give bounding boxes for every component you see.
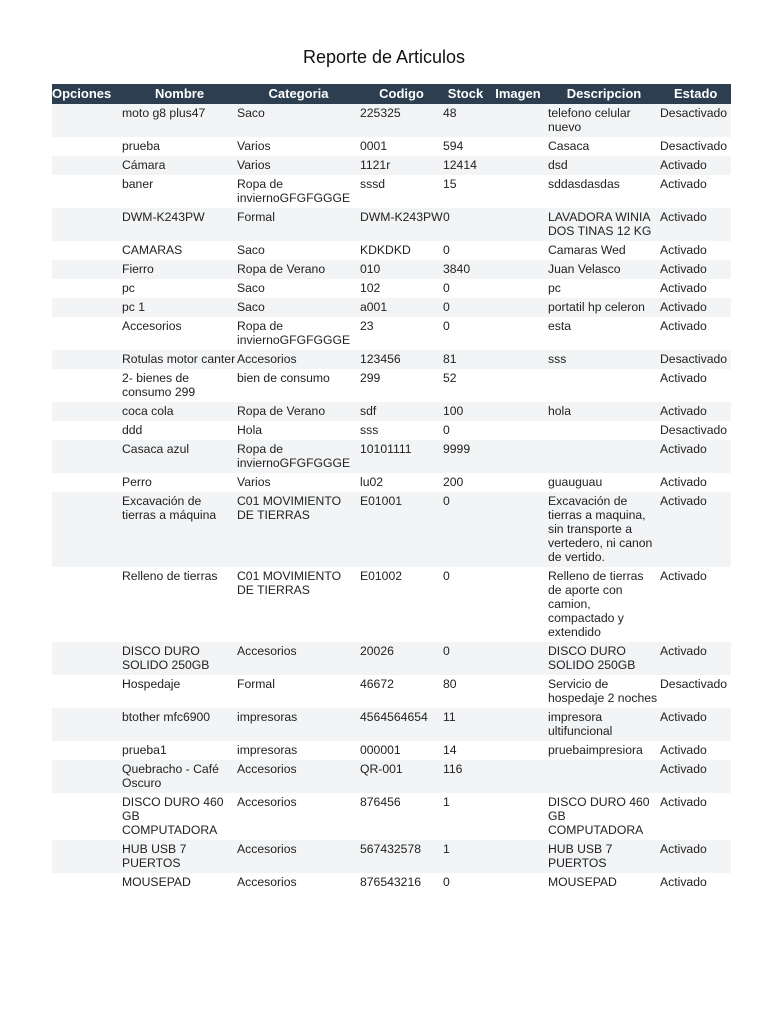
cell-codigo: 876456 <box>360 793 443 840</box>
cell-estado: Activado <box>660 317 731 350</box>
cell-descripcion <box>548 760 660 793</box>
cell-imagen <box>488 279 548 298</box>
cell-estado: Desactivado <box>660 350 731 369</box>
cell-opciones <box>52 156 122 175</box>
cell-codigo: KDKDKD <box>360 241 443 260</box>
cell-opciones <box>52 840 122 873</box>
cell-descripcion: sddasdasdas <box>548 175 660 208</box>
cell-descripcion: Camaras Wed <box>548 241 660 260</box>
cell-estado: Activado <box>660 279 731 298</box>
cell-opciones <box>52 208 122 241</box>
table-row <box>52 260 731 279</box>
cell-codigo: E01001 <box>360 492 443 567</box>
cell-stock: 0 <box>443 317 488 350</box>
cell-categoria: impresoras <box>237 708 360 741</box>
cell-categoria: Accesorios <box>237 350 360 369</box>
cell-codigo: 1121r <box>360 156 443 175</box>
table-row <box>52 840 731 873</box>
cell-categoria: Hola <box>237 421 360 440</box>
cell-stock: 11 <box>443 708 488 741</box>
cell-nombre: btother mfc6900 <box>122 708 237 741</box>
cell-codigo: 102 <box>360 279 443 298</box>
cell-descripcion: Casaca <box>548 137 660 156</box>
cell-opciones <box>52 241 122 260</box>
cell-estado: Activado <box>660 208 731 241</box>
cell-categoria: Formal <box>237 208 360 241</box>
cell-estado: Activado <box>660 492 731 567</box>
cell-categoria: Saco <box>237 104 360 137</box>
cell-imagen <box>488 298 548 317</box>
cell-nombre: Relleno de tierras <box>122 567 237 642</box>
cell-descripcion: LAVADORA WINIA DOS TINAS 12 KG <box>548 208 660 241</box>
cell-codigo: 10101111 <box>360 440 443 473</box>
cell-categoria: C01 MOVIMIENTO DE TIERRAS <box>237 492 360 567</box>
cell-opciones <box>52 642 122 675</box>
cell-categoria: Accesorios <box>237 642 360 675</box>
cell-imagen <box>488 175 548 208</box>
cell-codigo: 876543216 <box>360 873 443 892</box>
cell-opciones <box>52 567 122 642</box>
cell-nombre: pc 1 <box>122 298 237 317</box>
cell-estado: Activado <box>660 473 731 492</box>
cell-categoria: bien de consumo <box>237 369 360 402</box>
cell-imagen <box>488 492 548 567</box>
cell-stock: 48 <box>443 104 488 137</box>
cell-imagen <box>488 369 548 402</box>
cell-codigo: 225325 <box>360 104 443 137</box>
cell-categoria: Saco <box>237 279 360 298</box>
cell-opciones <box>52 675 122 708</box>
cell-estado: Activado <box>660 241 731 260</box>
cell-stock: 1 <box>443 793 488 840</box>
cell-codigo: 23 <box>360 317 443 350</box>
cell-descripcion: DISCO DURO SOLIDO 250GB <box>548 642 660 675</box>
cell-nombre: Rotulas motor canter <box>122 350 237 369</box>
cell-codigo: 000001 <box>360 741 443 760</box>
cell-stock: 15 <box>443 175 488 208</box>
cell-stock: 12414 <box>443 156 488 175</box>
cell-imagen <box>488 741 548 760</box>
table-row <box>52 675 731 708</box>
cell-opciones <box>52 793 122 840</box>
table-header <box>52 84 731 104</box>
cell-nombre: prueba <box>122 137 237 156</box>
column-header-opciones: Opciones <box>52 84 122 104</box>
table-row <box>52 298 731 317</box>
cell-stock: 100 <box>443 402 488 421</box>
cell-codigo: DWM-K243PW <box>360 208 443 241</box>
cell-estado: Activado <box>660 873 731 892</box>
cell-estado: Activado <box>660 175 731 208</box>
cell-stock: 80 <box>443 675 488 708</box>
cell-stock: 0 <box>443 298 488 317</box>
cell-imagen <box>488 104 548 137</box>
cell-opciones <box>52 760 122 793</box>
cell-imagen <box>488 440 548 473</box>
cell-imagen <box>488 793 548 840</box>
cell-nombre: Casaca azul <box>122 440 237 473</box>
cell-stock: 14 <box>443 741 488 760</box>
cell-nombre: Perro <box>122 473 237 492</box>
cell-opciones <box>52 279 122 298</box>
cell-nombre: HUB USB 7 PUERTOS <box>122 840 237 873</box>
cell-categoria: Ropa de inviernoGFGFGGGE <box>237 317 360 350</box>
cell-nombre: CAMARAS <box>122 241 237 260</box>
cell-descripcion: Juan Velasco <box>548 260 660 279</box>
table-row <box>52 137 731 156</box>
cell-categoria: Varios <box>237 156 360 175</box>
cell-stock: 0 <box>443 642 488 675</box>
cell-opciones <box>52 402 122 421</box>
cell-stock: 0 <box>443 492 488 567</box>
cell-imagen <box>488 567 548 642</box>
cell-descripcion: Excavación de tierras a maquina, sin transporte a vertedero, ni canon de vertido. <box>548 492 660 567</box>
cell-imagen <box>488 260 548 279</box>
cell-nombre: Quebracho - Café Oscuro <box>122 760 237 793</box>
cell-opciones <box>52 350 122 369</box>
cell-codigo: 46672 <box>360 675 443 708</box>
cell-nombre: pc <box>122 279 237 298</box>
cell-stock: 52 <box>443 369 488 402</box>
cell-estado: Desactivado <box>660 104 731 137</box>
cell-estado: Activado <box>660 793 731 840</box>
cell-imagen <box>488 317 548 350</box>
cell-imagen <box>488 708 548 741</box>
cell-descripcion: impresora ultifuncional <box>548 708 660 741</box>
cell-codigo: 20026 <box>360 642 443 675</box>
cell-stock: 0 <box>443 279 488 298</box>
cell-estado: Activado <box>660 760 731 793</box>
table-row <box>52 175 731 208</box>
cell-nombre: prueba1 <box>122 741 237 760</box>
cell-opciones <box>52 260 122 279</box>
cell-codigo: sdf <box>360 402 443 421</box>
cell-stock: 0 <box>443 241 488 260</box>
cell-imagen <box>488 350 548 369</box>
cell-opciones <box>52 492 122 567</box>
cell-estado: Desactivado <box>660 137 731 156</box>
cell-codigo: 010 <box>360 260 443 279</box>
cell-codigo: 123456 <box>360 350 443 369</box>
cell-stock: 0 <box>443 421 488 440</box>
cell-codigo: 4564564654 <box>360 708 443 741</box>
column-header-codigo: Codigo <box>360 84 443 104</box>
table-row <box>52 241 731 260</box>
cell-descripcion <box>548 421 660 440</box>
cell-descripcion: telefono celular nuevo <box>548 104 660 137</box>
table-row <box>52 873 731 892</box>
cell-opciones <box>52 175 122 208</box>
cell-nombre: coca cola <box>122 402 237 421</box>
cell-descripcion: DISCO DURO 460 GB COMPUTADORA <box>548 793 660 840</box>
cell-opciones <box>52 421 122 440</box>
cell-codigo: lu02 <box>360 473 443 492</box>
column-header-estado: Estado <box>660 84 731 104</box>
cell-estado: Activado <box>660 741 731 760</box>
cell-opciones <box>52 298 122 317</box>
cell-estado: Activado <box>660 298 731 317</box>
cell-codigo: 567432578 <box>360 840 443 873</box>
cell-imagen <box>488 473 548 492</box>
column-header-stock: Stock <box>443 84 488 104</box>
cell-categoria: C01 MOVIMIENTO DE TIERRAS <box>237 567 360 642</box>
cell-estado: Activado <box>660 708 731 741</box>
table-row <box>52 567 731 642</box>
cell-estado: Desactivado <box>660 421 731 440</box>
cell-estado: Activado <box>660 567 731 642</box>
cell-stock: 3840 <box>443 260 488 279</box>
cell-stock: 1 <box>443 840 488 873</box>
cell-codigo: sss <box>360 421 443 440</box>
cell-categoria: Accesorios <box>237 873 360 892</box>
cell-nombre: Accesorios <box>122 317 237 350</box>
cell-stock: 9999 <box>443 440 488 473</box>
report-title: Reporte de Articulos <box>302 47 466 67</box>
cell-stock: 0 <box>443 208 488 241</box>
cell-nombre: Cámara <box>122 156 237 175</box>
cell-descripcion <box>548 440 660 473</box>
cell-descripcion: Relleno de tierras de aporte con camion, compactado y extendido <box>548 567 660 642</box>
cell-estado: Activado <box>660 260 731 279</box>
cell-codigo: a001 <box>360 298 443 317</box>
cell-imagen <box>488 675 548 708</box>
table-row <box>52 760 731 793</box>
cell-opciones <box>52 741 122 760</box>
table-row <box>52 741 731 760</box>
cell-descripcion: pc <box>548 279 660 298</box>
table-row <box>52 421 731 440</box>
table-body <box>52 104 731 892</box>
cell-categoria: Saco <box>237 298 360 317</box>
table-row <box>52 104 731 137</box>
cell-categoria: Ropa de inviernoGFGFGGGE <box>237 440 360 473</box>
table-row <box>52 402 731 421</box>
cell-categoria: Varios <box>237 473 360 492</box>
cell-descripcion: guauguau <box>548 473 660 492</box>
cell-nombre: baner <box>122 175 237 208</box>
cell-estado: Activado <box>660 642 731 675</box>
table-row <box>52 350 731 369</box>
column-header-descripcion: Descripcion <box>548 84 660 104</box>
cell-nombre: Excavación de tierras a máquina <box>122 492 237 567</box>
cell-codigo: 0001 <box>360 137 443 156</box>
cell-opciones <box>52 369 122 402</box>
cell-stock: 81 <box>443 350 488 369</box>
cell-categoria: Accesorios <box>237 760 360 793</box>
table-row <box>52 279 731 298</box>
cell-codigo: 299 <box>360 369 443 402</box>
cell-imagen <box>488 208 548 241</box>
cell-descripcion: dsd <box>548 156 660 175</box>
table-row <box>52 642 731 675</box>
cell-descripcion: sss <box>548 350 660 369</box>
cell-opciones <box>52 473 122 492</box>
header-row <box>52 84 731 104</box>
cell-descripcion: portatil hp celeron <box>548 298 660 317</box>
cell-estado: Activado <box>660 156 731 175</box>
cell-stock: 116 <box>443 760 488 793</box>
cell-nombre: Hospedaje <box>122 675 237 708</box>
cell-nombre: Fierro <box>122 260 237 279</box>
cell-estado: Activado <box>660 402 731 421</box>
column-header-categoria: Categoria <box>237 84 360 104</box>
table-row <box>52 793 731 840</box>
cell-descripcion: Servicio de hospedaje 2 noches <box>548 675 660 708</box>
column-header-nombre: Nombre <box>122 84 237 104</box>
cell-stock: 0 <box>443 873 488 892</box>
cell-descripcion: esta <box>548 317 660 350</box>
cell-descripcion: pruebaimpresiora <box>548 741 660 760</box>
cell-categoria: Saco <box>237 241 360 260</box>
cell-categoria: Ropa de inviernoGFGFGGGE <box>237 175 360 208</box>
cell-imagen <box>488 840 548 873</box>
cell-opciones <box>52 708 122 741</box>
table-row <box>52 208 731 241</box>
cell-estado: Activado <box>660 369 731 402</box>
cell-nombre: MOUSEPAD <box>122 873 237 892</box>
cell-descripcion: hola <box>548 402 660 421</box>
cell-categoria: Varios <box>237 137 360 156</box>
cell-nombre: DWM-K243PW <box>122 208 237 241</box>
column-header-imagen: Imagen <box>488 84 548 104</box>
cell-categoria: Ropa de Verano <box>237 260 360 279</box>
cell-codigo: E01002 <box>360 567 443 642</box>
cell-codigo: sssd <box>360 175 443 208</box>
cell-imagen <box>488 137 548 156</box>
cell-imagen <box>488 421 548 440</box>
table-row <box>52 440 731 473</box>
cell-categoria: Formal <box>237 675 360 708</box>
cell-opciones <box>52 317 122 350</box>
table-row <box>52 708 731 741</box>
cell-imagen <box>488 873 548 892</box>
cell-categoria: Ropa de Verano <box>237 402 360 421</box>
cell-categoria: impresoras <box>237 741 360 760</box>
table-row <box>52 369 731 402</box>
cell-imagen <box>488 642 548 675</box>
cell-opciones <box>52 440 122 473</box>
table-row <box>52 317 731 350</box>
cell-nombre: ddd <box>122 421 237 440</box>
cell-imagen <box>488 156 548 175</box>
cell-nombre: DISCO DURO SOLIDO 250GB <box>122 642 237 675</box>
cell-nombre: 2- bienes de consumo 299 <box>122 369 237 402</box>
cell-categoria: Accesorios <box>237 840 360 873</box>
cell-opciones <box>52 104 122 137</box>
cell-stock: 594 <box>443 137 488 156</box>
cell-imagen <box>488 760 548 793</box>
cell-categoria: Accesorios <box>237 793 360 840</box>
cell-estado: Activado <box>660 440 731 473</box>
cell-imagen <box>488 402 548 421</box>
articles-table <box>52 84 731 892</box>
cell-opciones <box>52 137 122 156</box>
table-row <box>52 156 731 175</box>
cell-codigo: QR-001 <box>360 760 443 793</box>
cell-descripcion: MOUSEPAD <box>548 873 660 892</box>
cell-descripcion: HUB USB 7 PUERTOS <box>548 840 660 873</box>
table-row <box>52 492 731 567</box>
cell-estado: Activado <box>660 840 731 873</box>
table-row <box>52 473 731 492</box>
cell-stock: 0 <box>443 567 488 642</box>
cell-stock: 200 <box>443 473 488 492</box>
cell-estado: Desactivado <box>660 675 731 708</box>
cell-descripcion <box>548 369 660 402</box>
cell-nombre: moto g8 plus47 <box>122 104 237 137</box>
cell-imagen <box>488 241 548 260</box>
cell-opciones <box>52 873 122 892</box>
cell-nombre: DISCO DURO 460 GB COMPUTADORA <box>122 793 237 840</box>
